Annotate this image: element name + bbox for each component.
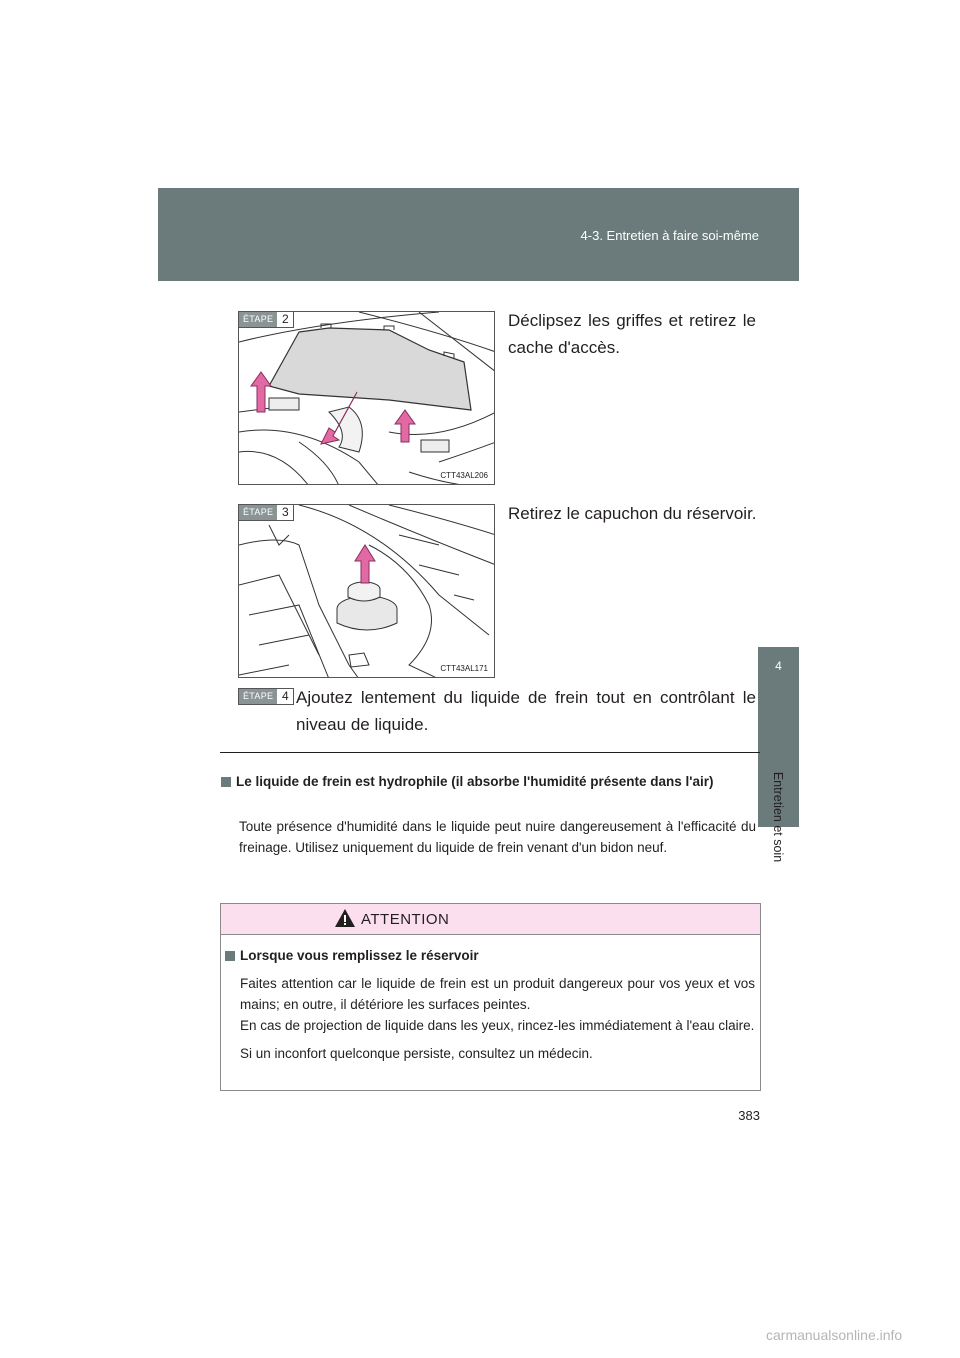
caution-body: [240, 973, 755, 1071]
step-badge-3: [238, 504, 294, 521]
caution-box: [220, 903, 761, 1091]
section-header: [158, 188, 799, 281]
caution-header: [221, 904, 760, 935]
figure-step-3: [238, 504, 495, 678]
bullet-square-icon: [221, 777, 231, 787]
note-heading: [221, 771, 756, 792]
reservoir-cap-illustration: [239, 505, 495, 678]
caution-title: ATTENTION: [361, 911, 450, 928]
caution-paragraph: Faites attention car le liquide de frein est un produit dangereux pour vos yeux et vos mains; en outre, il détériore les surfaces peintes.: [240, 976, 755, 1012]
figure-code: CTT43AL171: [440, 664, 488, 673]
page-number: 383: [738, 1108, 760, 1123]
chapter-label: Entretien et soin: [771, 771, 785, 863]
figure-code: CTT43AL206: [440, 471, 488, 480]
caution-paragraph: Si un inconfort quelconque persiste, consultez un médecin.: [240, 1046, 593, 1061]
step-label: ÉTAPE: [239, 312, 277, 327]
section-title: 4-3. Entretien à faire soi-même: [580, 228, 759, 243]
caution-paragraph: En cas de projection de liquide dans les yeux, rincez-les immédiatement à l'eau claire.: [240, 1018, 755, 1033]
step-number: 3: [282, 505, 289, 519]
step-badge-4: [238, 688, 294, 705]
step-3-text: Retirez le capuchon du réservoir.: [508, 504, 757, 523]
section-divider: [220, 752, 760, 753]
step-label: ÉTAPE: [239, 689, 277, 704]
step-4-text: Ajoutez lentement du liquide de frein tout en contrôlant le niveau de liquide.: [296, 688, 756, 734]
note-body: Toute présence d'humidité dans le liquide peut nuire dangereusement à l'efficacité du freinage. Utilisez uniquement du liquide de frein venant d'un bidon neuf.: [239, 819, 756, 855]
caution-heading: [225, 948, 755, 963]
watermark: carmanualsonline.info: [766, 1327, 903, 1343]
note-heading-text: Le liquide de frein est hydrophile (il absorbe l'humidité présente dans l'air): [236, 774, 714, 789]
step-number: 4: [282, 689, 289, 703]
warning-triangle-icon: [334, 908, 356, 928]
chapter-label-wrap: [757, 712, 799, 922]
access-cover-illustration: [239, 312, 495, 485]
step-number: 2: [282, 312, 289, 326]
step-label: ÉTAPE: [239, 505, 277, 520]
step-2-text: Déclipsez les griffes et retirez le cache d'accès.: [508, 311, 756, 357]
caution-heading-text: Lorsque vous remplissez le réservoir: [240, 948, 479, 963]
chapter-number: 4: [775, 659, 782, 673]
figure-step-2: [238, 311, 495, 485]
bullet-square-icon: [225, 951, 235, 961]
step-badge-2: [238, 311, 294, 328]
